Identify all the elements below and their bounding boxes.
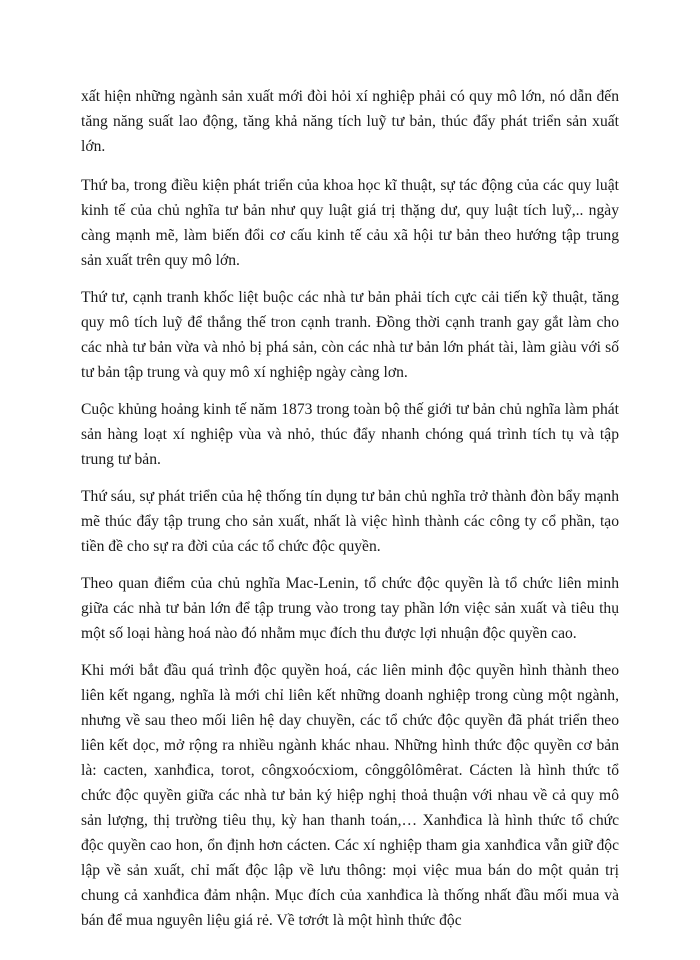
paragraph-3: Thứ tư, cạnh tranh khốc liệt buộc các nhà tư bản phải tích cực cải tiến kỹ thuật, tăng quy mô tích luỹ để thắng thế tron cạnh tranh. Đồng thời cạnh tranh gay gắt làm cho các nhà tư bản vừa và nhỏ bị phá sản, còn các nhà tư bản lớn phát tài, làm giàu với số tư bản tập trung và quy mô xí nghiệp ngày càng lơn. (81, 289, 619, 381)
paragraph-5: Thứ sáu, sự phát triển của hệ thống tín dụng tư bản chủ nghĩa trở thành đòn bẩy mạnh mẽ thúc đẩy tập trung cho sản xuất, nhất là việc hình thành các công ty cổ phần, tạo tiền đề cho sự ra đời của các tổ chức độc quyền. (81, 488, 619, 555)
paragraph-4: Cuộc khủng hoảng kinh tế năm 1873 trong toàn bộ thế giới tư bản chủ nghĩa làm phát sản hàng loạt xí nghiệp vùa và nhỏ, thúc đẩy nhanh chóng quá trình tích tụ và tập trung tư bản. (81, 401, 619, 468)
document-body (81, 84, 619, 945)
paragraph-2: Thứ ba, trong điều kiện phát triển của khoa học kĩ thuật, sự tác động của các quy luật kinh tế của chủ nghĩa tư bản như quy luật giá trị thặng dư, quy luật tích luỹ,.. ngày càng mạnh mẽ, làm biến đổi cơ cấu kinh tế cảu xã hội tư bản theo hướng tập trung sản xuất trên quy mô lớn. (81, 177, 619, 269)
paragraph-1: xất hiện những ngành sản xuất mới đòi hỏi xí nghiệp phải có quy mô lớn, nó dẫn đến tăng năng suất lao động, tăng khả năng tích luỹ tư bản, thúc đẩy phát triển sản xuất lớn. (81, 88, 619, 155)
paragraph-6: Theo quan điểm của chủ nghĩa Mac-Lenin, tổ chức độc quyền là tổ chức liên minh giữa các nhà tư bản lớn để tập trung vào trong tay phần lớn việc sản xuất và tiêu thụ một số loại hàng hoá nào đó nhằm mục đích thu được lợi nhuận độc quyền cao. (81, 575, 619, 642)
paragraph-7: Khi mới bắt đầu quá trình độc quyền hoá, các liên minh độc quyền hình thành theo liên kết ngang, nghĩa là mới chỉ liên kết những doanh nghiệp trong cùng một ngành, nhưng về sau theo mối liên hệ day chuyền, các tổ chức độc quyền đã phát triển theo liên kết dọc, mở rộng ra nhiều ngành khác nhau. Những hình thức độc quyền cơ bản là: cacten, xanhđica, torot, côngxoócxiom, cônggôlômêrat. Cácten là hình thức tổ chức độc quyền giữa các nhà tư bản ký hiệp nghị thoả thuận với nhau về cả quy mô sản lượng, thị trường tiêu thụ, kỳ han thanh toán,… Xanhđica là hình thức tổ chức độc quyền cao hon, ổn định hơn cácten. Các xí nghiệp tham gia xanhđica vẫn giữ độc lập về sản xuất, chỉ mất độc lập về lưu thông: mọi việc mua bán do một quản trị chung cả xanhđica đảm nhận. Mục đích của xanhđica là thống nhất đầu mối mua và bán để mua nguyên liệu giá rẻ. Về tơrớt là một hình thức độc (81, 662, 619, 929)
